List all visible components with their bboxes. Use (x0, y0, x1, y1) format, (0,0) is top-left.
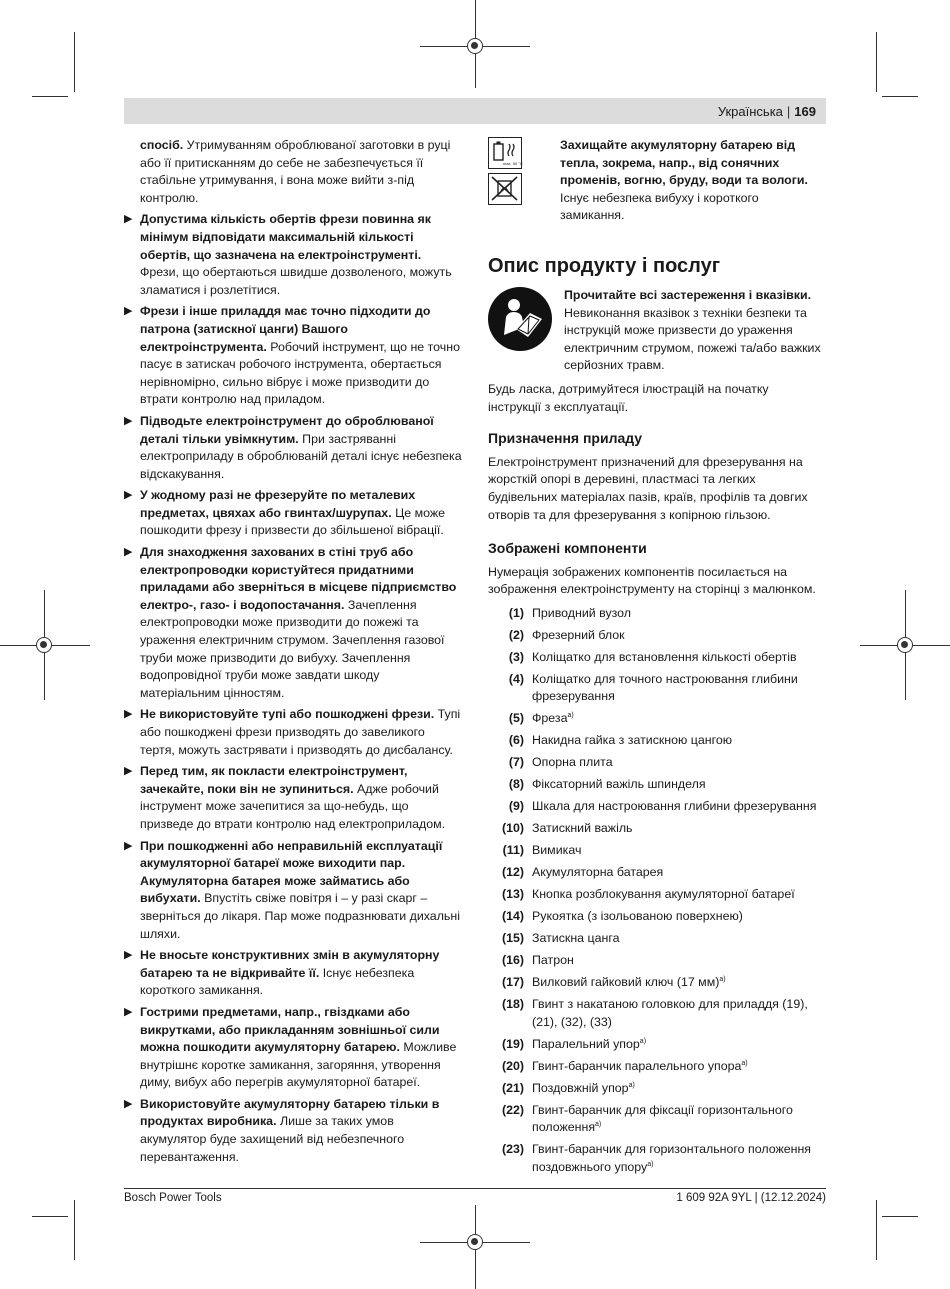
footnote-marker: a) (639, 1037, 647, 1045)
crop-mark-top-left-h (32, 96, 68, 97)
read-notice-body: Невиконання вказівок з техніки безпеки та інструкцій може призвести до ураження електричним струмом, пожежі та/або важких серйозних травм. (564, 305, 821, 373)
list-item (488, 754, 824, 772)
safety-text: При застряванні електроприладу в оброблюваній деталі існує небезпека відскакування. (140, 431, 462, 481)
list-item (488, 710, 824, 728)
bullet-triangle-icon: ▶ (124, 414, 133, 427)
footer-brand: Bosch Power Tools (124, 1192, 222, 1204)
safety-text: Адже робочий інструмент може зачепитися за що-небудь, що призведе до втрати контролю над електроприладом. (140, 781, 446, 831)
component-number: (22) (501, 1102, 524, 1117)
safety-bullet (124, 947, 462, 1000)
component-label: Гвинт-баранчик паралельного упора (532, 1058, 742, 1073)
safety-bold: Гострими предметами, напр., гвіздками або викрутками, або прикладанням зовнішньої сили можна пошкодити акумуляторну батарею. (140, 1004, 440, 1055)
component-label: Коліщатко для встановлення кількості обертів (532, 649, 797, 664)
component-number: (17) (501, 975, 524, 990)
safety-paragraph (124, 137, 462, 207)
battery-warning-icons (488, 137, 546, 225)
component-label: Накидна гайка з затискною цангою (532, 733, 733, 748)
component-number: (15) (501, 931, 524, 946)
footnote-marker: a) (595, 1121, 602, 1129)
registration-mark-bottom (467, 1234, 483, 1250)
crop-mark-bottom-right-h (882, 1216, 918, 1217)
list-item (488, 930, 824, 948)
footnote-marker: a) (628, 1081, 635, 1089)
footnote-marker: a) (741, 1059, 748, 1067)
component-label: Паралельний упор (532, 1036, 640, 1051)
purpose-title: Призначення приладу (488, 430, 643, 447)
list-item (488, 1080, 824, 1098)
safety-bullet (124, 1096, 462, 1166)
crop-mark-top-right-v (876, 32, 877, 92)
component-label: Затискна цанга (532, 931, 620, 946)
component-label: Фіксаторний важіль шпинделя (532, 777, 706, 792)
component-number: (21) (501, 1080, 524, 1095)
bullet-triangle-icon: ▶ (124, 546, 133, 559)
header-separator: | (786, 103, 791, 119)
registration-mark-right (897, 637, 913, 653)
component-label: Рукоятка (з ізольованою поверхнею) (532, 909, 743, 924)
battery-warning (488, 137, 824, 225)
list-item (488, 1141, 824, 1176)
component-label: Опорна плита (532, 755, 613, 770)
component-number: (11) (502, 843, 524, 858)
battery-warning-bold: Захищайте акумуляторну батарею від тепла, зокрема, напр., від сонячних променів, вогню, бруду, води та вологи. (560, 138, 808, 188)
list-item (488, 671, 824, 706)
crop-mark-bottom-left-h (32, 1216, 68, 1217)
safety-bold: Підводьте електроінструмент до оброблюваної деталі тільки увімкнутим. (140, 413, 434, 446)
component-label: Коліщатко для точного настроювання глибини фрезерування (532, 671, 798, 704)
read-notice-bold: Прочитайте всі застереження і вказівки. (564, 287, 812, 302)
crop-mark-bottom-right-v (876, 1200, 877, 1260)
safety-bullet (124, 763, 462, 833)
list-item (488, 732, 824, 750)
list-item (488, 974, 824, 992)
bullet-triangle-icon: ▶ (124, 765, 133, 778)
bullet-triangle-icon: ▶ (124, 213, 133, 226)
footer-doc-id: 1 609 92A 9YL | (12.12.2024) (676, 1192, 826, 1204)
component-number: (19) (501, 1036, 524, 1051)
component-label: Кнопка розблокування акумуляторної батареї (532, 887, 795, 902)
component-number: (2) (508, 627, 524, 642)
bullet-triangle-icon: ▶ (124, 305, 133, 318)
registration-mark-left (36, 637, 52, 653)
list-item (488, 1102, 824, 1137)
component-number: (12) (501, 865, 524, 880)
component-number: (20) (501, 1058, 524, 1073)
list-item (488, 842, 824, 860)
page-number: 169 (794, 103, 816, 119)
list-item (488, 627, 824, 645)
component-label: Вилковий гайковий ключ (17 мм) (532, 975, 720, 990)
safety-bullet (124, 487, 462, 540)
component-number: (16) (501, 953, 524, 968)
safety-text: Тупі або пошкоджені фрези призводять до завеликого тертя, можуть застрявати і призводять до дисбалансу. (140, 707, 461, 757)
safety-text: Утримуванням оброблюваної заготовки в руці або її притисканням до себе не забезпечується її стабільне утримування, і вона може вийти з-під контролю. (140, 138, 451, 205)
components-list (488, 605, 824, 1177)
bullet-triangle-icon: ▶ (124, 708, 133, 721)
list-item (488, 798, 824, 816)
component-label: Приводний вузол (532, 605, 632, 620)
safety-bold: Не вносьте конструктивних змін в акумуляторну батарею та не відкривайте її. (140, 948, 440, 980)
read-manual-icon (488, 287, 552, 351)
list-item (488, 996, 824, 1031)
list-item (488, 908, 824, 926)
component-label: Шкала для настроювання глибини фрезерування (532, 799, 817, 814)
component-number: (18) (501, 997, 524, 1012)
read-notice (488, 287, 824, 375)
section-title: Опис продукту і послуг (488, 254, 721, 277)
component-label: Патрон (532, 953, 574, 968)
component-number: (6) (508, 733, 524, 748)
component-label: Гвинт-баранчик для горизонтального положення поздовжнього упору (532, 1142, 812, 1174)
safety-bold: Використовуйте акумуляторну батарею тільки в продуктах виробника. (140, 1096, 440, 1129)
list-item (488, 605, 824, 623)
components-intro: Нумерація зображених компонентів посилається на зображення електроінструменту на сторінці з малюнком. (488, 564, 816, 597)
safety-bold: Допустима кількість обертів фрези повинна як мінімум відповідати максимальній кількості обертів, що зазначена на електроінструменті. (140, 212, 431, 262)
component-number: (8) (508, 777, 524, 792)
safety-bold: спосіб. (140, 138, 184, 152)
footnote-marker: a) (719, 976, 726, 984)
component-label: Акумуляторна батарея (532, 865, 664, 880)
safety-text: Можливе внутрішнє коротке замикання, загоряння, утворення диму, вибух або перегрів акумуляторної батареї. (140, 1040, 457, 1090)
component-number: (1) (508, 605, 524, 620)
safety-bold: При пошкодженні або неправильній експлуатації акумуляторної батареї може виходити пар. Акумуляторна батарея може займатись або вибухати. (140, 838, 443, 906)
list-item (488, 649, 824, 667)
right-column (488, 137, 824, 1181)
read-notice-text (564, 287, 824, 375)
component-number: (4) (508, 671, 524, 686)
safety-text: Зачеплення електропроводки може призводити до пожежі та ураження електричним струмом. Зачеплення газової труби може призводити до вибуху. Зачеплення водопровідної труби може завдати шкоду матеріальним цінностям. (140, 597, 445, 700)
component-number: (10) (501, 821, 524, 836)
safety-bold: Фрези і інше приладдя має точно підходити до патрона (затискної цанги) Вашого електроінструмента. (140, 304, 431, 354)
safety-bullet (124, 1004, 462, 1092)
list-item (488, 1036, 824, 1054)
header-language: Українська (717, 103, 783, 119)
safety-bold: У жодному разі не фрезеруйте по металевих предметах, цвяхах або гвинтах/шурупах. (140, 488, 416, 520)
safety-bullet (124, 303, 462, 409)
bullet-triangle-icon: ▶ (124, 839, 133, 852)
page-header (124, 98, 826, 124)
heat-icon-label: max. 50 °C (503, 161, 523, 166)
component-number: (5) (508, 711, 524, 726)
safety-text: Це може пошкодити фрезу і призвести до збільшеної вібрації. (140, 505, 446, 538)
safety-bold: Для знаходження захованих в стіні труб або електропроводки користуйтеся придатними приладами або зверніться в місцеве підприємство електро-, газо- і водопостачання. (140, 545, 457, 612)
component-label: Поздовжній упор (532, 1080, 629, 1095)
safety-bullet (124, 413, 462, 483)
footnote-marker: a) (647, 1160, 654, 1168)
list-item (488, 776, 824, 794)
component-label: Фреза (532, 711, 568, 726)
component-label: Фрезерний блок (532, 627, 625, 642)
component-number: (13) (501, 887, 524, 902)
bullet-triangle-icon: ▶ (124, 489, 133, 502)
safety-bullet (124, 544, 462, 702)
footnote-marker: a) (567, 712, 574, 720)
left-column (124, 137, 462, 1170)
water-battery-icon (488, 173, 522, 205)
battery-warning-body: Існує небезпека вибуху і короткого замикання. (560, 190, 759, 223)
safety-bullet (124, 838, 462, 944)
list-item (488, 1058, 824, 1076)
component-number: (7) (508, 755, 524, 770)
component-number: (9) (508, 799, 524, 814)
registration-mark-top (467, 38, 483, 54)
component-label: Гвинт з накатаною головкою для приладдя (19), (21), (32), (33) (532, 997, 808, 1029)
list-item (488, 864, 824, 882)
crop-mark-top-right-h (882, 96, 918, 97)
heat-battery-icon (488, 137, 522, 169)
list-item (488, 952, 824, 970)
footer-divider (124, 1188, 826, 1189)
safety-text: Фрези, що обертаються швидше дозволеного, можуть зламатися і розлетітися. (140, 265, 452, 297)
bullet-triangle-icon: ▶ (124, 1097, 133, 1110)
bullet-triangle-icon: ▶ (124, 1005, 133, 1018)
purpose-text: Електроінструмент призначений для фрезерування на жорсткій опорі в деревині, пластмасі та легких будівельних матеріалах пазів, країв, профілів та довгих отворів та для фрезерування з копірною гільзою. (488, 454, 808, 522)
component-label: Вимикач (532, 843, 582, 858)
component-label: Затискний важіль (532, 821, 633, 836)
crop-mark-bottom-left-v (74, 1200, 75, 1260)
component-number: (3) (508, 649, 524, 664)
safety-text: Робочий інструмент, що не точно пасує в затискач робочого інструмента, обертається нерівномірно, сильно вібрує і може призводити до втрати контролю над приладом. (140, 339, 460, 407)
safety-bullet (124, 706, 462, 759)
component-label: Гвинт-баранчик для фіксації горизонтального положення (532, 1102, 793, 1135)
list-item (488, 820, 824, 838)
safety-bullet (124, 211, 462, 299)
safety-bold: Перед тим, як покласти електроінструмент, зачекайте, поки він не зупиниться. (140, 764, 408, 796)
safety-text: Лише за таких умов акумулятор буде захищений від небезпечного перевантаження. (140, 1114, 405, 1164)
illustration-note: Будь ласка, дотримуйтеся ілюстрацій на початку інструкції з експлуатації. (488, 381, 769, 414)
safety-text: Існує небезпека короткого замикання. (140, 965, 415, 998)
crop-mark-top-left-v (74, 32, 75, 92)
safety-bold: Не використовуйте тупі або пошкоджені фрези. (140, 707, 435, 722)
list-item (488, 886, 824, 904)
components-title: Зображені компоненти (488, 540, 647, 557)
safety-text: Впустіть свіже повітря і – у разі скарг – зверніться до лікаря. Пар може подразнювати дихальні шляхи. (140, 891, 460, 941)
bullet-triangle-icon: ▶ (124, 949, 133, 962)
component-number: (14) (501, 909, 524, 924)
battery-warning-text (546, 137, 824, 225)
component-number: (23) (501, 1142, 524, 1157)
